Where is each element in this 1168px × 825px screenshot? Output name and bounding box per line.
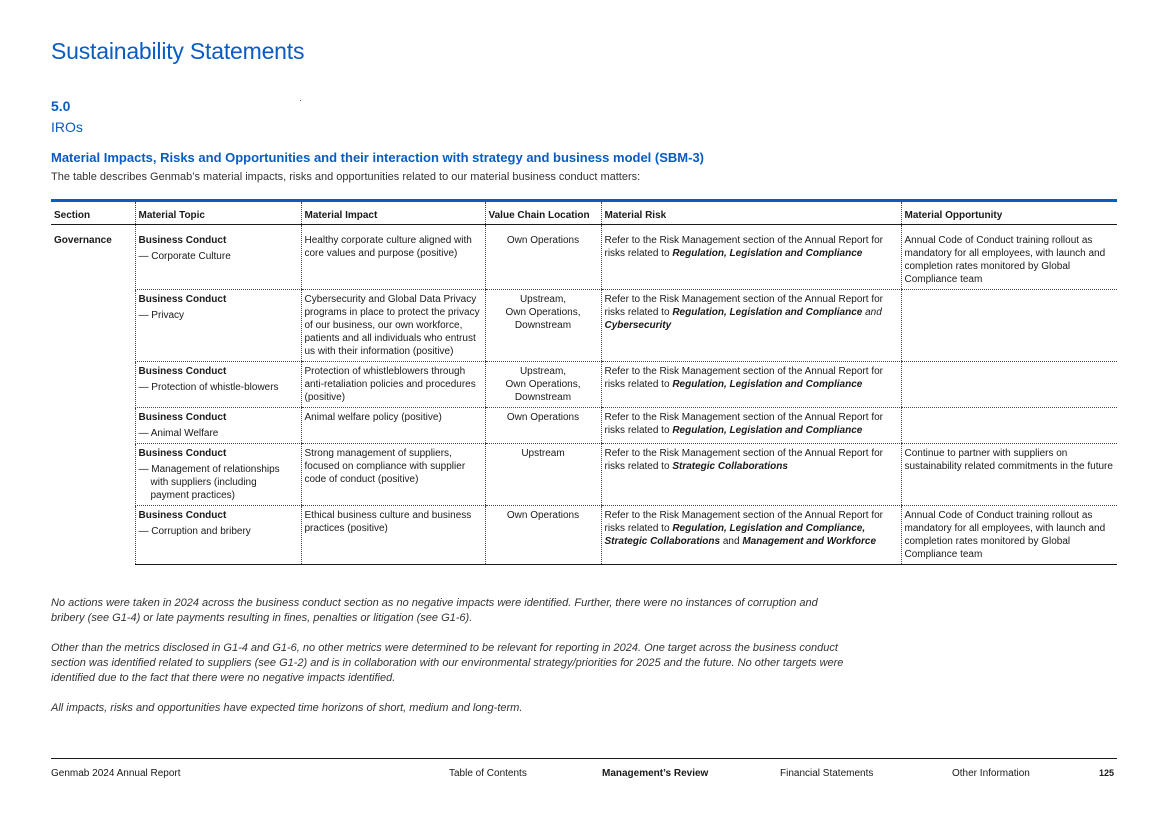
- col-header-risk: Material Risk: [601, 202, 901, 225]
- table-row: [51, 225, 1117, 290]
- risk-cell: [601, 444, 901, 506]
- risk-a: Strategic Collaborations: [672, 461, 788, 472]
- risk-prefix: Refer to the Risk Management section of the Annual Report for risks related to: [604, 448, 883, 472]
- iro-table: [51, 199, 1117, 565]
- risk-cell: [601, 408, 901, 444]
- topic-cell: [135, 408, 301, 444]
- opportunity-cell: [901, 362, 1117, 408]
- opportunity-cell: Annual Code of Conduct training rollout as mandatory for all employees, with launch and completion rates monitored by Global Compliance team: [901, 506, 1117, 565]
- footer-link-financial-statements[interactable]: Financial Statements: [780, 768, 874, 779]
- section-cell: Governance: [54, 235, 112, 246]
- topic-title: Business Conduct: [138, 448, 227, 459]
- risk-cell: [601, 506, 901, 565]
- risk-a: Regulation, Legislation and Compliance: [672, 379, 863, 390]
- risk-cell: [601, 225, 901, 290]
- opportunity-cell: Continue to partner with suppliers on sustainability related commitments in the future: [901, 444, 1117, 506]
- topic-cell: [135, 225, 301, 290]
- footer-link-management-review[interactable]: Management’s Review: [602, 768, 709, 779]
- risk-a: Regulation, Legislation and Compliance: [672, 307, 863, 318]
- risk-prefix: Refer to the Risk Management section of the Annual Report for risks related to: [604, 412, 883, 436]
- impact-cell: Animal welfare policy (positive): [301, 408, 485, 444]
- opportunity-cell: [901, 290, 1117, 362]
- topic-sub: — Corruption and bribery: [138, 526, 251, 537]
- col-header-opportunity: Material Opportunity: [901, 202, 1117, 225]
- table-intro: The table describes Genmab’s material impacts, risks and opportunities related to our material business conduct matters:: [51, 171, 641, 183]
- risk-b: Cybersecurity: [604, 320, 672, 331]
- page-number: 125: [1099, 768, 1115, 778]
- col-header-section: Section: [51, 202, 135, 225]
- risk-a: Regulation, Legislation and Compliance,: [672, 523, 866, 534]
- footer-link-other-information[interactable]: Other Information: [952, 768, 1030, 779]
- table-row: [51, 506, 1117, 565]
- col-header-location: Value Chain Location: [485, 202, 601, 225]
- topic-sub: — Privacy: [138, 310, 185, 321]
- topic-cell: [135, 506, 301, 565]
- impact-cell: Healthy corporate culture aligned with core values and purpose (positive): [301, 225, 485, 290]
- col-header-impact: Material Impact: [301, 202, 485, 225]
- topic-cell: [135, 362, 301, 408]
- opportunity-cell: [901, 408, 1117, 444]
- table-row: [51, 444, 1117, 506]
- footer-rule: [51, 758, 1117, 759]
- table-heading: Material Impacts, Risks and Opportunities and their interaction with strategy and business model (SBM-3): [51, 150, 705, 165]
- location-cell: Own Operations: [485, 225, 601, 290]
- risk-prefix: Refer to the Risk Management section of the Annual Report for risks related to: [604, 510, 883, 534]
- risk-c: Management and Workforce: [742, 536, 877, 547]
- location-cell: Upstream, Own Operations, Downstream: [485, 290, 601, 362]
- risk-cell: [601, 362, 901, 408]
- impact-cell: Strong management of suppliers, focused on compliance with supplier code of conduct (positive): [301, 444, 485, 506]
- topic-sub: — Management of relationships with suppliers (including payment practices): [138, 464, 280, 501]
- section-number: 5.0: [51, 98, 71, 114]
- risk-prefix: Refer to the Risk Management section of the Annual Report for risks related to: [604, 235, 883, 259]
- location-cell: Upstream: [485, 444, 601, 506]
- topic-title: Business Conduct: [138, 412, 227, 423]
- location-cell: Upstream, Own Operations, Downstream: [485, 362, 601, 408]
- location-cell: Own Operations: [485, 506, 601, 565]
- topic-title: Business Conduct: [138, 294, 227, 305]
- footer-report-name: Genmab 2024 Annual Report: [51, 768, 181, 779]
- topic-title: Business Conduct: [138, 235, 227, 246]
- footer-link-toc[interactable]: Table of Contents: [449, 768, 527, 779]
- note-paragraph: All impacts, risks and opportunities have expected time horizons of short, medium and long-term.: [51, 702, 523, 714]
- risk-and: and: [722, 536, 740, 547]
- table-row: [51, 408, 1117, 444]
- table-row: [51, 290, 1117, 362]
- table-header-row: [51, 202, 1117, 225]
- section-name: IROs: [51, 119, 83, 135]
- opportunity-cell: Annual Code of Conduct training rollout as mandatory for all employees, with launch and completion rates monitored by Global Compliance team: [901, 225, 1117, 290]
- stray-dot: [300, 100, 301, 101]
- notes: [51, 596, 851, 731]
- topic-cell: [135, 444, 301, 506]
- impact-cell: Cybersecurity and Global Data Privacy programs in place to protect the privacy of our business, our own workforce, patients and all individuals who entrust us with their information (positive): [301, 290, 485, 362]
- topic-sub: — Protection of whistle-blowers: [138, 382, 279, 393]
- col-header-topic: Material Topic: [135, 202, 301, 225]
- risk-a: Regulation, Legislation and Compliance: [672, 425, 863, 436]
- table-row: [51, 362, 1117, 408]
- risk-prefix: Refer to the Risk Management section of the Annual Report for risks related to: [604, 294, 883, 318]
- topic-cell: [135, 290, 301, 362]
- location-cell: Own Operations: [485, 408, 601, 444]
- page-title: Sustainability Statements: [51, 38, 305, 64]
- topic-sub: — Animal Welfare: [138, 428, 219, 439]
- risk-prefix: Refer to the Risk Management section of the Annual Report for risks related to: [604, 366, 883, 390]
- topic-title: Business Conduct: [138, 366, 227, 377]
- note-paragraph: No actions were taken in 2024 across the business conduct section as no negative impacts were identified. Further, there were no instances of corruption and bribery (see G1-4) or late payments resulting in fines, penalties or litigation (see G1-6).: [51, 597, 818, 624]
- impact-cell: Protection of whistleblowers through anti-retaliation policies and procedures (positive): [301, 362, 485, 408]
- topic-sub: — Corporate Culture: [138, 251, 231, 262]
- risk-a: Regulation, Legislation and Compliance: [672, 248, 863, 259]
- risk-cell: [601, 290, 901, 362]
- note-paragraph: Other than the metrics disclosed in G1-4 and G1-6, no other metrics were determined to be relevant for reporting in 2024. One target across the business conduct section was identified related to suppliers (see G1-2) and is in collaboration with our environmental strategy/priorities for 2025 and the future. No other targets were identified due to the fact that there were no negative impacts identified.: [51, 642, 844, 684]
- risk-mid: and: [865, 307, 882, 318]
- risk-b: Strategic Collaborations: [604, 536, 721, 547]
- impact-cell: Ethical business culture and business practices (positive): [301, 506, 485, 565]
- topic-title: Business Conduct: [138, 510, 227, 521]
